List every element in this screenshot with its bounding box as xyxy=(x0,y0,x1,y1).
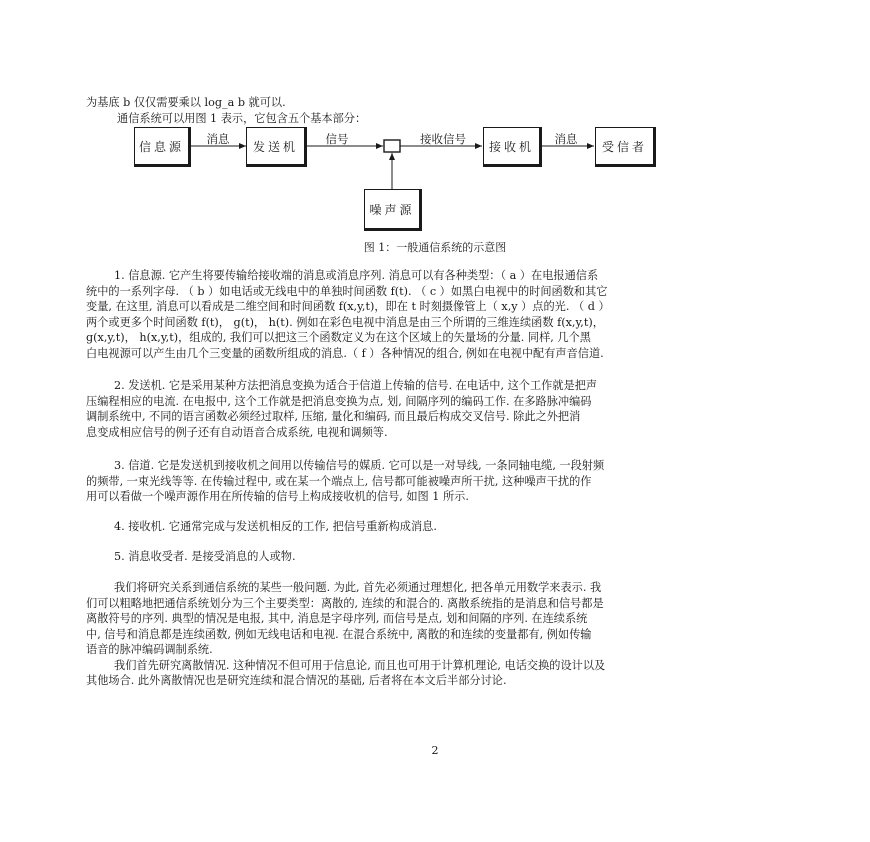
text-line: g(x,y,t)， h(x,y,t)，组成的, 我们可以把这三个函数定义为在这个区域上的矢量场的分量. 同样, 几个黑 xyxy=(86,331,591,344)
text-line: 语音的脉冲编码调制系统. xyxy=(86,643,213,656)
text-line: 中, 信号和消息都是连续函数, 例如无线电话和电视. 在混合系统中, 离散的和连续的变量都有, 例如传输 xyxy=(86,627,592,641)
text-line: 压编程相应的电流. 在电报中, 这个工作就是把消息变换为点, 划, 间隔序列的编码工作. 在多路脉冲编码 xyxy=(86,394,592,408)
text-line: 白电视源可以产生由几个三变量的函数所组成的消息.（ f ）各种情况的组合, 例如在电视中配有声音信道. xyxy=(86,346,604,360)
paragraph-channel xyxy=(86,458,792,505)
intro-line-2: 通信系统可以用图 1 表示，它包含五个基本部分： xyxy=(117,112,367,125)
message-label-1: 消息 xyxy=(206,132,230,146)
text-line: 的频带, 一束光线等等. 在传输过程中, 或在某一个端点上, 信号都可能被噪声所干扰, 这种噪声干扰的作 xyxy=(86,474,592,488)
channel-box xyxy=(384,140,400,152)
text-line: 3. 信道. 它是发送机到接收机之间用以传输信号的媒质. 它可以是一对导线, 一条同轴电缆, 一段射频 xyxy=(114,459,605,472)
text-line: 2. 发送机. 它是采用某种方法把消息变换为适合于信道上传输的信号. 在电话中, 这个工作就是把声 xyxy=(114,379,598,392)
paragraph-destination xyxy=(86,549,792,565)
text-line: 5. 消息收受者. 是接受消息的人或物. xyxy=(114,550,296,563)
receiver-box xyxy=(483,127,542,167)
receiver-label: 接收机 xyxy=(488,139,534,154)
text-line: 调制系统中, 不同的语言函数必须经过取样, 压缩, 量化和编码, 而且最后构成交叉信号. 除此之外把消 xyxy=(86,410,581,423)
text-line: 两个或更多个时间函数 f(t)， g(t)， h(t). 例如在彩色电视中消息是由三个所谓的三维连续函数 f(x,y,t)， xyxy=(86,315,604,329)
figure-caption: 图 1：一般通信系统的示意图 xyxy=(363,241,507,254)
text-line: 1. 信息源. 它产生将要传输给接收端的消息或消息序列. 消息可以有各种类型：（ a ）在电报通信系 xyxy=(114,269,599,282)
message-label-2: 消息 xyxy=(554,132,578,146)
text-line: 统中的一系列字母. （ b ）如电话或无线电中的单独时间函数 f(t). （ c ）如黑白电视中的时间函数和其它 xyxy=(86,284,608,298)
received-signal-label: 接收信号 xyxy=(420,132,466,146)
text-line: 们可以粗略地把通信系统划分为三个主要类型：离散的, 连续的和混合的. 离散系统指的是消息和信号都是 xyxy=(86,596,604,610)
paragraph-information-source xyxy=(86,268,792,361)
intro-line-1: 为基底 b 仅仅需要乘以 log_a b 就可以. xyxy=(86,96,286,109)
text-line: 其他场合. 此外离散情况也是研究连续和混合情况的基础, 后者将在本文后半部分讨论. xyxy=(86,674,507,687)
noise-source-box xyxy=(364,189,422,231)
destination-box xyxy=(595,127,656,167)
transmitter-label: 发送机 xyxy=(252,139,298,154)
page-number: 2 xyxy=(431,744,439,757)
information-source-box xyxy=(134,127,191,167)
noise-source-label: 噪声源 xyxy=(369,202,415,217)
paragraph-receiver xyxy=(86,519,792,535)
text-line: 我们首先研究离散情况. 这种情况不但可用于信息论, 而且也可用于计算机理论, 电话交换的设计以及 xyxy=(114,658,606,672)
text-line: 我们将研究关系到通信系统的某些一般问题. 为此, 首先必须通过理想化, 把各单元用数学来表示. 我 xyxy=(114,581,602,594)
text-line: 息变成相应信号的例子还有自动语音合成系统, 电视和调频等. xyxy=(86,425,388,439)
information-source-label: 信息源 xyxy=(138,139,184,154)
text-line: 4. 接收机. 它通常完成与发送机相反的工作, 把信号重新构成消息. xyxy=(114,520,437,533)
signal-label: 信号 xyxy=(325,132,349,146)
paragraph-transmitter xyxy=(86,378,792,440)
paragraph-general-problems xyxy=(86,580,792,689)
text-line: 用可以看做一个噪声源作用在所传输的信号上构成接收机的信号, 如图 1 所示. xyxy=(86,490,469,503)
text-line: 变量, 在这里, 消息可以看成是二维空间和时间函数 f(x,y,t)，即在 t 时刻摄像管上（ x,y ）点的光. （ d ） xyxy=(86,300,610,313)
transmitter-box xyxy=(246,127,307,167)
text-line: 离散符号的序列. 典型的情况是电报, 其中, 消息是字母序列, 而信号是点, 划和间隔的序列. 在连续系统 xyxy=(86,612,588,625)
destination-label: 受信者 xyxy=(601,139,647,154)
